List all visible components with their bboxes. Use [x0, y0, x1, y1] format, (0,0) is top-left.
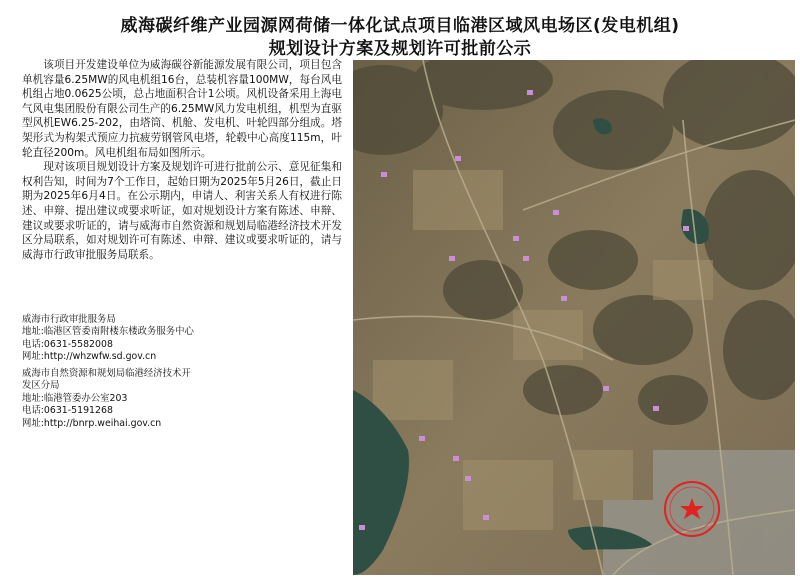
page-title-line2: 规划设计方案及规划许可批前公示	[268, 39, 532, 59]
announcement-paragraph-2: 现对该项目规划设计方案及规划许可进行批前公示、意见征集和权利告知，时间为7个工作日，起始日期为2025年5月26日，截止日期为2025年6月4日。在公示期内，申请人、利害关系人有权进行陈述、申辩、提出建议或要求听证，如对规划设计方案有陈述、申辩、建议或要求听证的，请与威海市自然资源和规划局临港经济技术开发区分局联系，如对规划许可有陈述、申辩、建议或要求听证的，请与威海市行政审批服务局联系。	[22, 161, 342, 261]
announcement-body	[22, 58, 342, 262]
contact-website: 网址:http://bnrp.weihai.gov.cn	[22, 417, 162, 429]
contact-phone: 电话:0631-5582008	[22, 338, 113, 350]
satellite-map-image	[353, 60, 795, 575]
turbine-layout-map	[353, 60, 795, 575]
contact-block-planning-bureau	[22, 368, 191, 430]
contact-block-approval-bureau	[22, 314, 194, 364]
contact-website: 网址:http://whzwfw.sd.gov.cn	[22, 351, 157, 363]
contact-address: 地址:临港区管委南附楼东楼政务服务中心	[22, 326, 194, 338]
contact-address: 地址:临港管委办公室203	[22, 392, 128, 404]
contact-phone: 电话:0631-5191268	[22, 405, 113, 417]
page-title-line1: 威海碳纤维产业园源网荷储一体化试点项目临港区域风电场区(发电机组)	[120, 16, 680, 36]
contact-org-line2: 发区分局	[22, 380, 60, 392]
contact-org: 威海市行政审批服务局	[22, 314, 116, 325]
contact-org-line1: 威海市自然资源和规划局临港经济技术开	[22, 368, 191, 379]
announcement-paragraph-1: 该项目开发建设单位为威海碳谷新能源发展有限公司，项目包含单机容量6.25MW的风电机组16台，总装机容量100MW，每台风电机组占地0.0625公顷，总占地面积合计1公顷。风机设备采用上海电气风电集团股份有限公司生产的6.25MW风力发电机组，机型为直驱型风机EW6.25-202，由塔筒、机舱、发电机、叶轮四部分组成。塔架形式为构架式预应力抗疲劳钢管风电塔，轮毂中心高度115m，叶轮直径200m。风电机组布局如图所示。	[22, 59, 342, 159]
